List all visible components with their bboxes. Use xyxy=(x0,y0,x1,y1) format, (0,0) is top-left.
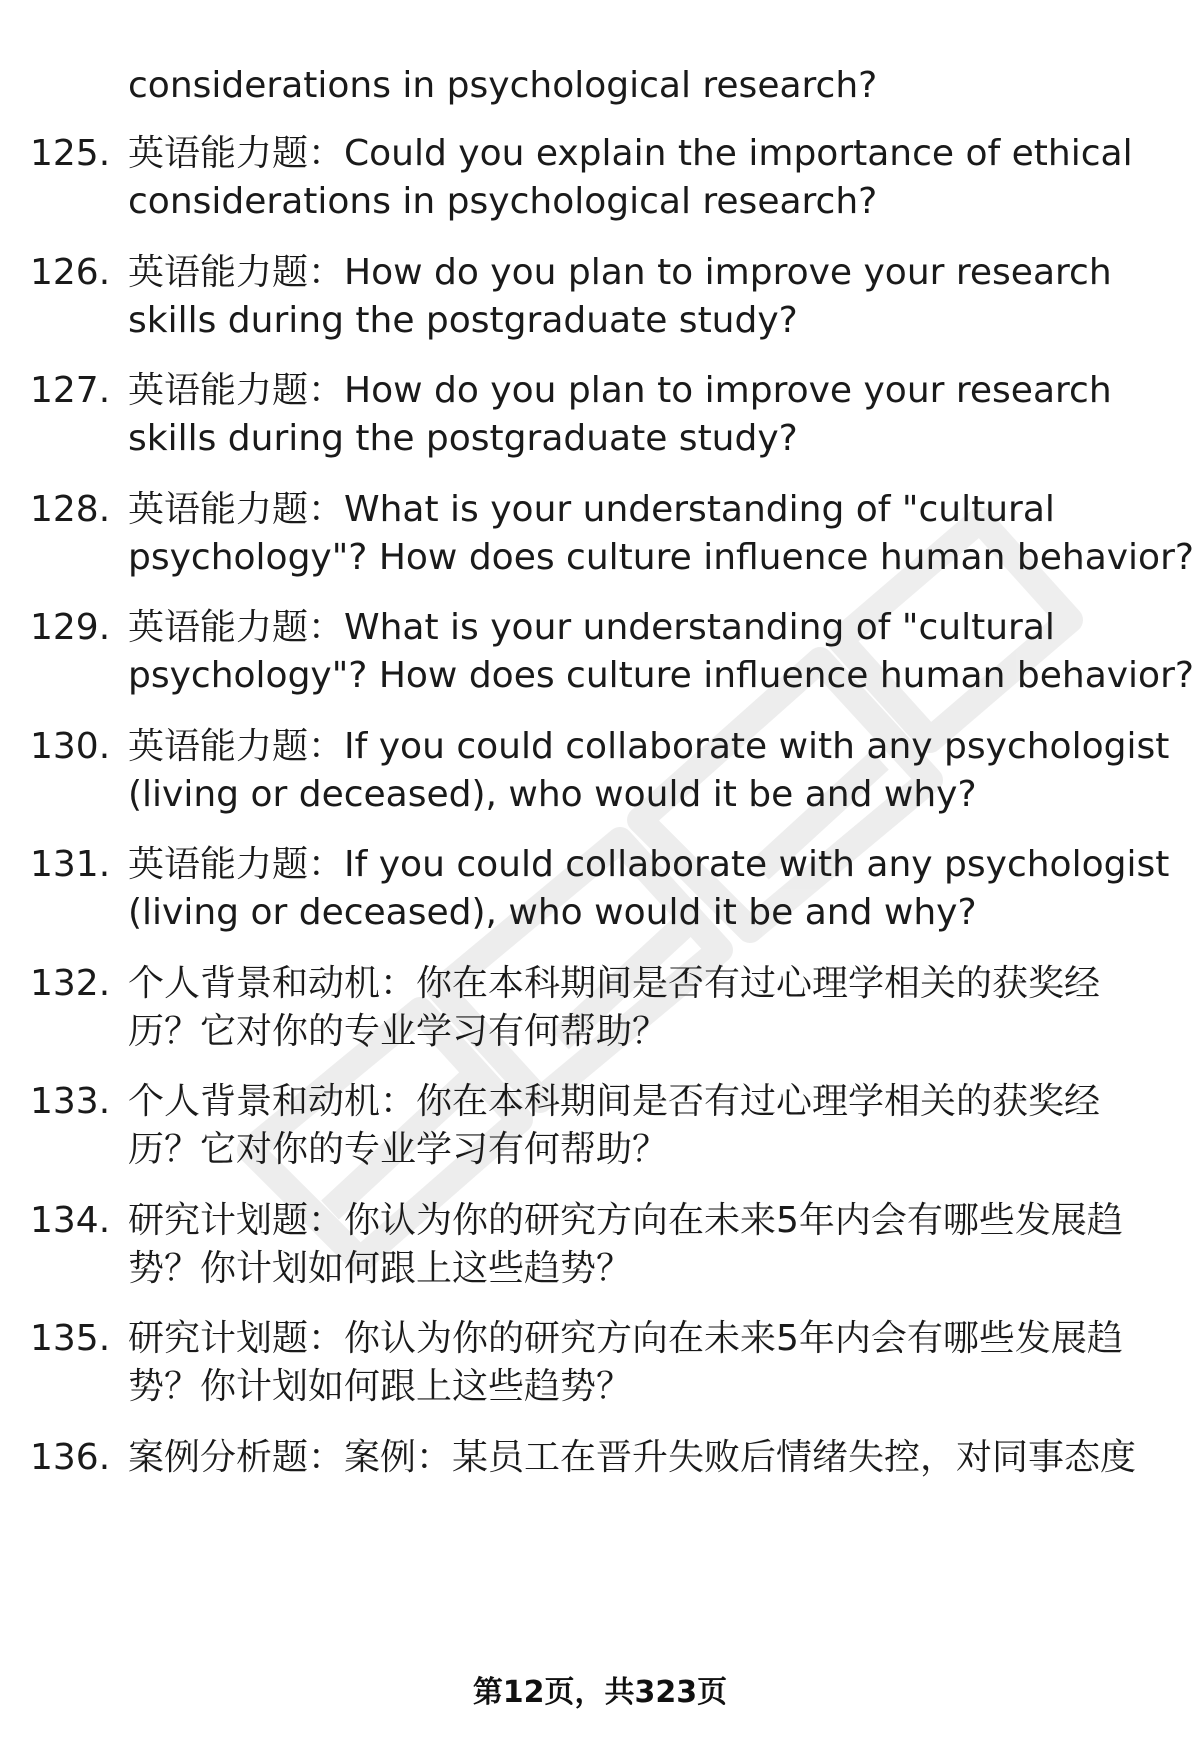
page-footer: 第12页，共323页 xyxy=(472,1675,728,1710)
item-text-line: 历？它对你的专业学习有何帮助？ xyxy=(128,1011,669,1052)
continuation-line: considerations in psychological research? xyxy=(128,65,878,106)
item-text-line: 个人背景和动机：你在本科期间是否有过心理学相关的获奖经 xyxy=(128,1081,1101,1122)
item-number: 126. xyxy=(30,252,111,293)
item-number: 134. xyxy=(30,1200,111,1241)
item-number: 133. xyxy=(30,1081,111,1122)
item-text xyxy=(128,604,1194,700)
item-text-line: psychology"? How does culture influence human behavior? xyxy=(128,655,1194,696)
item-number: 135. xyxy=(30,1318,111,1359)
item-text-line: (living or deceased), who would it be and why? xyxy=(128,774,977,815)
item-text xyxy=(128,486,1194,582)
item-text xyxy=(128,130,1178,226)
item-number: 130. xyxy=(30,726,111,767)
item-text-line: 英语能力题：What is your understanding of "cultural xyxy=(128,489,1055,530)
item-text-line: skills during the postgraduate study? xyxy=(128,300,798,341)
item-text xyxy=(128,1315,1178,1411)
item-number: 129. xyxy=(30,607,111,648)
item-text xyxy=(128,249,1178,345)
item-number: 128. xyxy=(30,489,111,530)
item-text-line: 英语能力题：How do you plan to improve your research xyxy=(128,252,1112,293)
item-text xyxy=(128,723,1178,819)
item-text xyxy=(128,960,1178,1056)
item-text-line: 英语能力题：Could you explain the importance of ethical xyxy=(128,133,1133,174)
item-text xyxy=(128,1078,1178,1174)
item-text-line: 研究计划题：你认为你的研究方向在未来5年内会有哪些发展趋 xyxy=(128,1200,1123,1241)
item-text-line: psychology"? How does culture influence human behavior? xyxy=(128,537,1194,578)
item-number: 132. xyxy=(30,963,111,1004)
item-text-line: 个人背景和动机：你在本科期间是否有过心理学相关的获奖经 xyxy=(128,963,1101,1004)
item-text-line: 势？你计划如何跟上这些趋势？ xyxy=(128,1248,633,1289)
item-number: 125. xyxy=(30,133,111,174)
item-text-line: 英语能力题：What is your understanding of "cultural xyxy=(128,607,1055,648)
item-text xyxy=(128,1434,1178,1482)
item-text xyxy=(128,841,1178,937)
item-text-line: 英语能力题：How do you plan to improve your research xyxy=(128,370,1112,411)
item-text-line: considerations in psychological research? xyxy=(128,181,878,222)
item-text xyxy=(128,367,1178,463)
item-text-line: 势？你计划如何跟上这些趋势？ xyxy=(128,1366,633,1407)
item-text-line: (living or deceased), who would it be and why? xyxy=(128,892,977,933)
item-text-line: 研究计划题：你认为你的研究方向在未来5年内会有哪些发展趋 xyxy=(128,1318,1123,1359)
item-number: 131. xyxy=(30,844,111,885)
item-text-line: 案例分析题：案例：某员工在晋升失败后情绪失控，对同事态度 xyxy=(128,1437,1137,1478)
item-text-line: 英语能力题：If you could collaborate with any psychologist xyxy=(128,844,1170,885)
item-text xyxy=(128,1197,1178,1293)
item-text-line: 英语能力题：If you could collaborate with any psychologist xyxy=(128,726,1170,767)
item-text-line: 历？它对你的专业学习有何帮助？ xyxy=(128,1129,669,1170)
item-number: 136. xyxy=(30,1437,111,1478)
item-number: 127. xyxy=(30,370,111,411)
item-text-line: skills during the postgraduate study? xyxy=(128,418,798,459)
